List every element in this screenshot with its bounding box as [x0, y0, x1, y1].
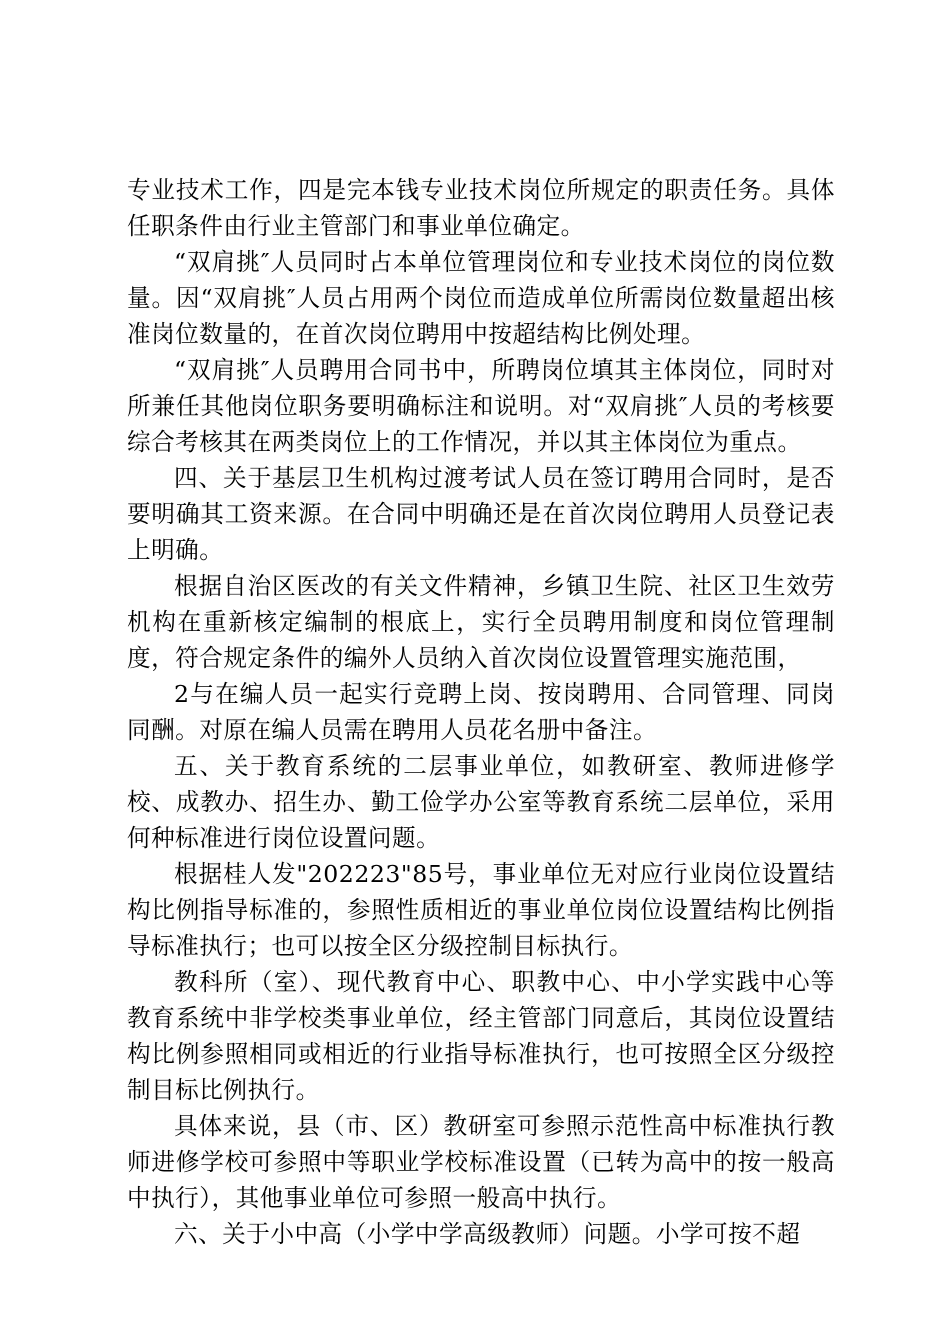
- paragraph-4: 四、关于基层卫生机构过渡考试人员在签订聘用合同时，是否要明确其工资来源。在合同中明确还是在首次岗位聘用人员登记表上明确。: [127, 464, 835, 564]
- paragraph-11: 六、关于小中高（小学中学高级教师）问题。小学可按不超: [174, 1220, 801, 1248]
- paragraph-5: 根据自治区医改的有关文件精神，乡镇卫生院、社区卫生效劳机构在重新核定编制的根底上，实行全员聘用制度和岗位管理制度，符合规定条件的编外人员纳入首次岗位设置管理实施范围，: [127, 572, 835, 672]
- document-body: [127, 172, 835, 1252]
- paragraph-9: 教科所（室）、现代教育中心、职教中心、中小学实践中心等教育系统中非学校类事业单位，经主管部门同意后，其岗位设置结构比例参照相同或相近的行业指导标准执行，也可按照全区分级控制目标比例执行。: [127, 968, 835, 1104]
- paragraph-7: 五、关于教育系统的二层事业单位，如教研室、教师进修学校、成教办、招生办、勤工俭学办公室等教育系统二层单位，采用何种标准进行岗位设置问题。: [127, 752, 835, 852]
- paragraph-8: 根据桂人发"202223"85号，事业单位无对应行业岗位设置结构比例指导标准的，参照性质相近的事业单位岗位设置结构比例指导标准执行；也可以按全区分级控制目标执行。: [127, 860, 835, 960]
- paragraph-10: 具体来说，县（市、区）教研室可参照示范性高中标准执行教师进修学校可参照中等职业学校标准设置（已转为高中的按一般高中执行），其他事业单位可参照一般高中执行。: [127, 1112, 835, 1212]
- paragraph-2: “双肩挑″人员同时占本单位管理岗位和专业技术岗位的岗位数量。因“双肩挑″人员占用两个岗位而造成单位所需岗位数量超出核准岗位数量的，在首次岗位聘用中按超结构比例处理。: [127, 248, 835, 348]
- paragraph-1: 专业技术工作，四是完本钱专业技术岗位所规定的职责任务。具体任职条件由行业主管部门和事业单位确定。: [127, 176, 835, 240]
- paragraph-6: 2与在编人员一起实行竞聘上岗、按岗聘用、合同管理、同岗同酬。对原在编人员需在聘用人员花名册中备注。: [127, 680, 835, 744]
- paragraph-3: “双肩挑″人员聘用合同书中，所聘岗位填其主体岗位，同时对所兼任其他岗位职务要明确标注和说明。对“双肩挑″人员的考核要综合考核其在两类岗位上的工作情况，并以其主体岗位为重点。: [127, 356, 835, 456]
